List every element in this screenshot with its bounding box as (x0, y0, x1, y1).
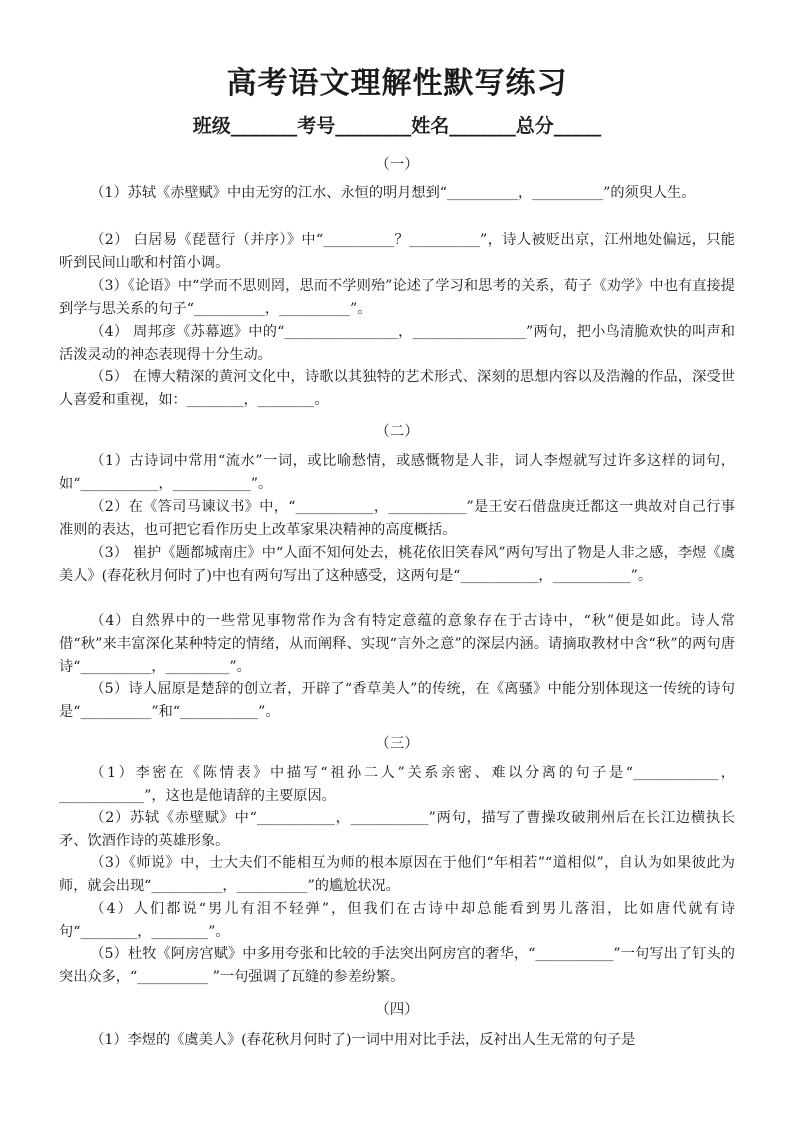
question-3-3: （3）《师说》中，士大夫们不能相互为师的根本原因在于他们“年相若”“道相似”，自认为如果彼此为师，就会出现“__________，__________”的尴尬状况。 (59, 855, 735, 894)
question-1-3: （3）《论语》中“学而不思则罔，思而不学则殆”论述了学习和思考的关系，荀子《劝学》中也有直接提到学与思关系的句子“__________，__________”。 (59, 278, 735, 317)
section-heading-1: （一） (375, 157, 419, 173)
question-4-1: （1）李煜的《虞美人》(春花秋月何时了)一词中用对比手法，反衬出人生无常的句子是 (90, 1032, 636, 1048)
page-title: 高考语文理解性默写练习 (226, 66, 568, 101)
section-heading-3: （三） (375, 736, 419, 752)
question-2-5: （5）诗人屈原是楚辞的创立者，开辟了“香草美人”的传统，在《离骚》中能分别体现这一传统的诗句是“__________”和“___________”。 (59, 681, 735, 720)
question-1-1: （1）苏轼《赤壁赋》中由无穷的江水、永恒的明月想到“__________，__________”的须臾人生。 (90, 185, 696, 201)
question-3-2: （2）苏轼《赤壁赋》中“___________，___________”两句，描写了曹操攻破荆州后在长江边横执长矛、饮酒作诗的英雄形象。 (59, 810, 735, 849)
question-3-1: （1）李密在《陈情表》中描写“祖孙二人”关系亲密、难以分离的句子是“____________，____________”，这也是他请辞的主要原因。 (59, 765, 735, 804)
section-heading-4: （四） (375, 1002, 419, 1018)
question-1-2: （2） 白居易《琵琶行（并序）》中“__________？__________”，诗人被贬出京，江州地处偏远，只能听到民间山歌和村笛小调。 (59, 232, 735, 271)
question-2-1: （1）古诗词中常用“流水”一词，或比喻愁情，或感慨物是人非，词人李煜就写过许多这样的词句，如“___________，___________”。 (59, 453, 735, 492)
section-heading-2: （二） (375, 424, 419, 440)
question-2-2: （2）在《答司马谏议书》中，“___________，___________”是王安石借盘庚迁都这一典故对自己行事准则的表达，也可把它看作历史上改革家果决精神的高度概括。 (59, 499, 735, 538)
student-info-line: 班级_______考号________姓名_______总分_____ (192, 115, 602, 137)
question-3-5: （5）杜牧《阿房宫赋》中多用夸张和比较的手法突出阿房宫的奢华，“___________”一句写出了钉头的突出众多，“__________ ”一句强调了瓦缝的参差纷繁。 (59, 946, 735, 985)
question-3-4: （4）人们都说“男儿有泪不轻弹”，但我们在古诗中却总能看到男儿落泪，比如唐代就有诗句“________，________”。 (59, 901, 735, 940)
question-1-4: （4） 周邦彦《苏幕遮》中的“________________，________________”两句，把小鸟清脆欢快的叫声和活泼灵动的神态表现得十分生动。 (59, 324, 735, 363)
question-2-4: （4）自然界中的一些常见事物常作为含有特定意蕴的意象存在于古诗中，“秋”便是如此。诗人常借“秋”来丰富深化某种特定的情绪，从而阐释、实现“言外之意”的深层内涵。请摘取教材中含“秋”的两句唐诗“__________，_________”。 (59, 613, 735, 675)
question-2-3: （3） 崔护《题都城南庄》中“人面不知何处去，桃花依旧笑春风”两句写出了物是人非之感，李煜《虞美人》(春花秋月何时了)中也有两句写出了这种感受，这两句是“___________，___________”。 (59, 545, 735, 584)
question-1-5: （5） 在博大精深的黄河文化中，诗歌以其独特的艺术形式、深刻的思想内容以及浩瀚的作品，深受世人喜爱和重视，如：________，________。 (59, 369, 735, 408)
